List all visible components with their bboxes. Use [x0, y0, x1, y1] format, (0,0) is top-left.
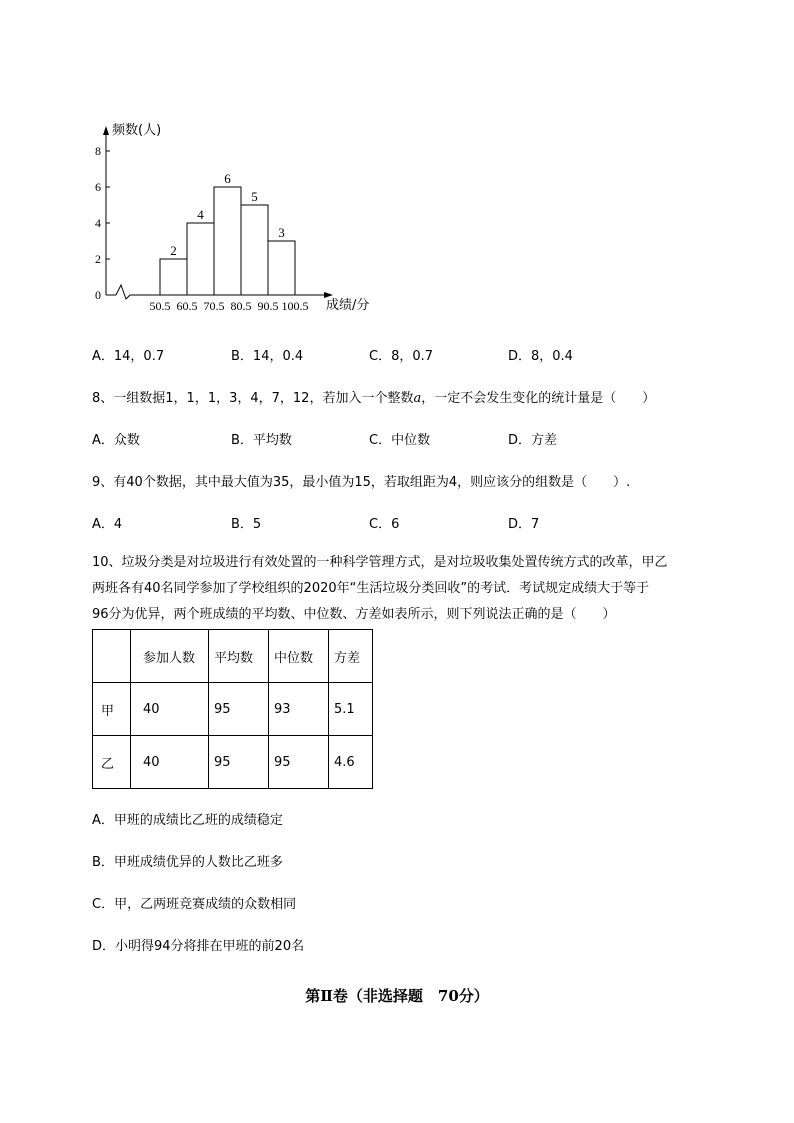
bar-value-label: 5 [251, 189, 258, 204]
bar-value-label: 4 [197, 207, 204, 222]
y-tick-label: 0 [95, 288, 101, 302]
table-header-cell [93, 630, 131, 683]
q10-option-d[interactable]: D．小明得94分将排在甲班的前20名 [92, 939, 305, 954]
q8-variable: a [413, 391, 422, 406]
x-tick-label: 80.5 [230, 299, 252, 313]
y-tick-label: 8 [95, 144, 101, 158]
table-cell: 4.6 [329, 736, 373, 789]
y-tick-label: 6 [95, 180, 101, 194]
table-cell: 40 [131, 683, 209, 736]
histogram-bar [187, 223, 214, 295]
q8-option-d[interactable]: D．方差 [508, 433, 558, 448]
q10-stem [92, 550, 742, 628]
q10-option-c[interactable]: C．甲，乙两班竞赛成绩的众数相同 [92, 897, 297, 912]
q9-option-a[interactable]: A．4 [92, 517, 123, 532]
q9-option-d[interactable]: D．7 [508, 517, 540, 532]
section-title: 第Ⅱ卷（非选择题 70分） [305, 987, 489, 1005]
histogram-bar [241, 205, 268, 295]
table-cell: 95 [209, 683, 269, 736]
table-cell: 5.1 [329, 683, 373, 736]
x-axis-label: 成绩/分 [326, 298, 370, 313]
q8-stem [92, 387, 655, 406]
histogram-bar [214, 187, 241, 295]
table-cell: 95 [209, 736, 269, 789]
bar-value-label: 2 [170, 243, 177, 258]
q7-option-c[interactable]: C．8，0.7 [369, 349, 434, 364]
q8-stem-text-b: ，一定不会发生变化的统计量是（ ） [421, 391, 656, 406]
y-tick-label: 4 [95, 216, 101, 230]
q9-stem: 9、有40个数据，其中最大值为35，最小值为15，若取组距为4，则应该分的组数是（ ）. [92, 475, 631, 490]
x-tick-label: 60.5 [176, 299, 198, 313]
q10-stem-line-3: 96分为优异，两个班成绩的平均数、中位数、方差如表所示，则下列说法正确的是（ ） [92, 607, 616, 622]
q10-stem-line-1: 10、垃圾分类是对垃圾进行有效处置的一种科学管理方式，是对垃圾收集处置传统方式的改革，甲乙 [92, 555, 668, 570]
q10-stats-table [92, 629, 373, 789]
q7-option-b[interactable]: B．14，0.4 [231, 349, 304, 364]
y-axis-arrow [103, 126, 109, 135]
q8-stem-text-a: 8、一组数据1，1，1，3，4，7，12，若加入一个整数 [92, 391, 414, 406]
x-tick-label: 50.5 [149, 299, 171, 313]
frequency-histogram [88, 105, 388, 317]
table-cell: 93 [269, 683, 329, 736]
q8-option-a[interactable]: A．众数 [92, 433, 140, 448]
table-header-cell: 参加人数 [131, 630, 209, 683]
q7-option-a[interactable]: A．14，0.7 [92, 349, 165, 364]
histogram-bar [160, 259, 187, 295]
histogram-bar [268, 241, 295, 295]
y-tick-label: 2 [95, 252, 101, 266]
q10-stem-line-2: 两班各有40名同学参加了学校组织的2020年“生活垃圾分类回收”的考试．考试规定成绩大于等于 [92, 581, 650, 596]
x-tick-label: 70.5 [203, 299, 225, 313]
q9-option-c[interactable]: C．6 [369, 517, 400, 532]
q8-option-c[interactable]: C．中位数 [369, 433, 431, 448]
bar-value-label: 6 [224, 171, 231, 186]
table-cell: 乙 [93, 736, 131, 789]
q9-option-b[interactable]: B．5 [231, 517, 262, 532]
x-tick-label: 100.5 [281, 299, 309, 313]
table-row [93, 736, 373, 789]
table-header-cell: 方差 [329, 630, 373, 683]
x-axis-break [116, 285, 130, 299]
table-cell: 40 [131, 736, 209, 789]
table-cell: 95 [269, 736, 329, 789]
y-axis-label: 频数(人) [112, 123, 162, 138]
q7-option-d[interactable]: D．8，0.4 [508, 349, 573, 364]
table-header-cell: 中位数 [269, 630, 329, 683]
table-header-row [93, 630, 373, 683]
bar-value-label: 3 [278, 225, 285, 240]
q8-option-b[interactable]: B．平均数 [231, 433, 292, 448]
q10-option-a[interactable]: A．甲班的成绩比乙班的成绩稳定 [92, 813, 283, 828]
table-row [93, 683, 373, 736]
table-cell: 甲 [93, 683, 131, 736]
q10-option-b[interactable]: B．甲班成绩优异的人数比乙班多 [92, 855, 283, 870]
x-tick-label: 90.5 [257, 299, 279, 313]
table-header-cell: 平均数 [209, 630, 269, 683]
